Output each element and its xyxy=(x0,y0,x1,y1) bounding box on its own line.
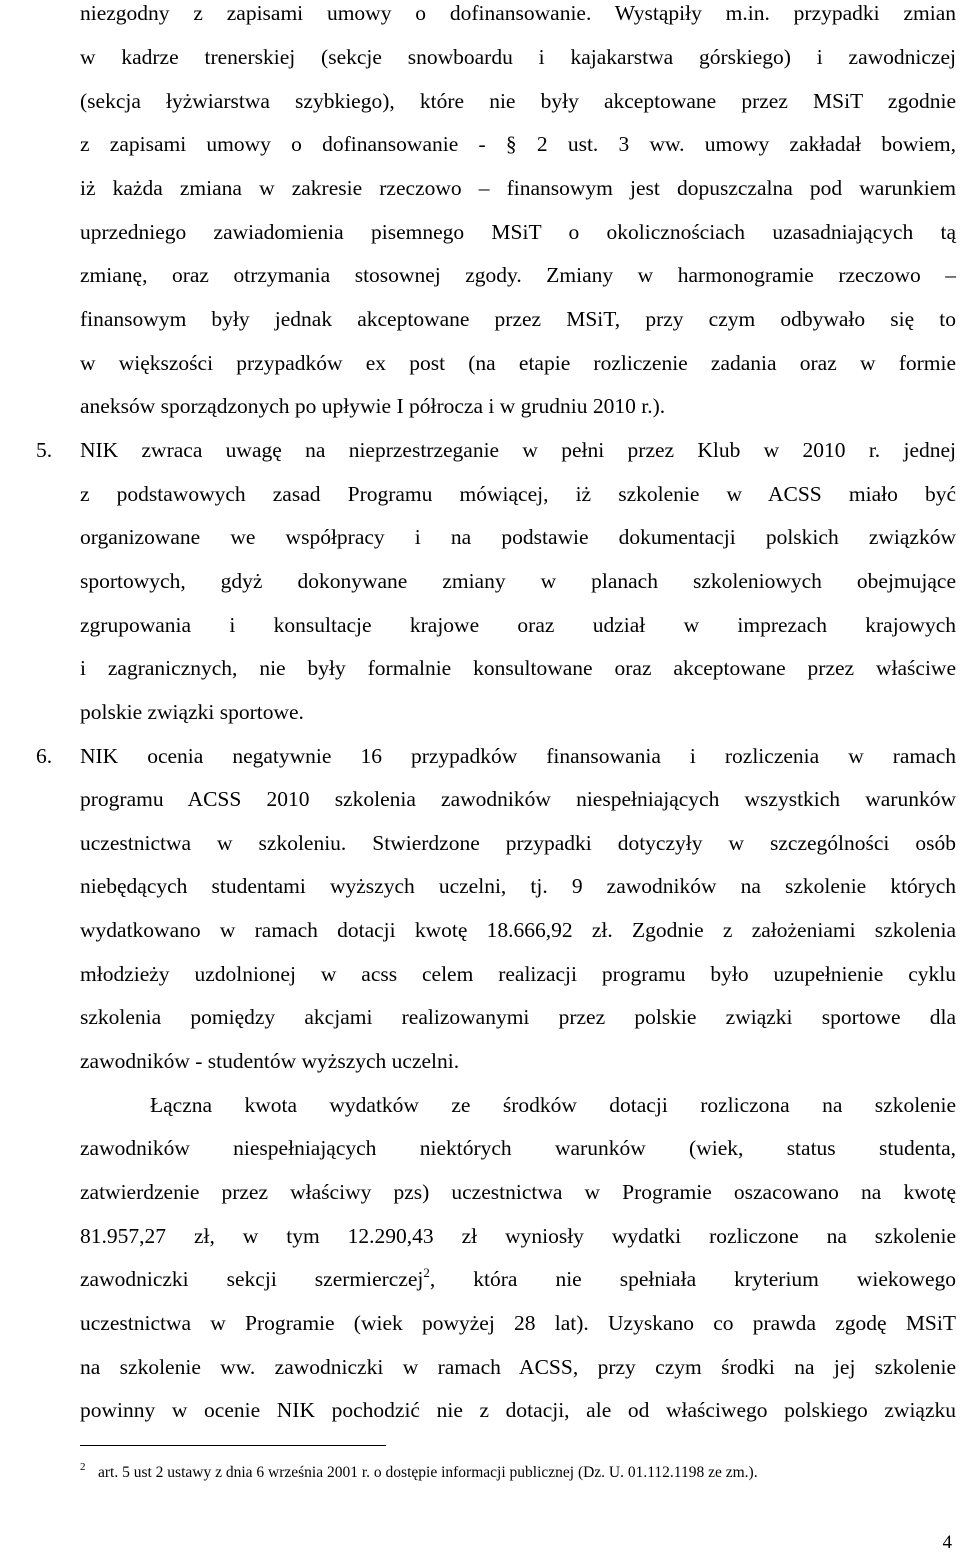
text-line: finansowym były jednak akceptowane przez MSiT, przy czym odbywało się to xyxy=(80,307,956,331)
item6-line: NIK ocenia negatywnie 16 przypadków finansowania i rozliczenia w ramach xyxy=(80,744,956,768)
text-line: iż każda zmiana w zakresie rzeczowo – finansowym jest dopuszczalna pod warunkiem xyxy=(80,176,956,200)
item6-line: młodzieży uzdolnionej w acss celem realizacji programu było uzupełnienie cyklu xyxy=(80,962,956,986)
paragraph-line: zatwierdzenie przez właściwy pzs) uczestnictwa w Programie oszacowano na kwotę xyxy=(80,1180,956,1204)
footnote-text: art. 5 ust 2 ustawy z dnia 6 września 2001 r. o dostępie informacji publicznej (Dz. U. 01.112.1198 ze zm.). xyxy=(98,1464,758,1481)
paragraph-line: na szkolenie ww. zawodniczki w ramach ACSS, przy czym środki na jej szkolenie xyxy=(80,1355,956,1379)
paragraph-line-with-footnote xyxy=(80,1266,956,1292)
item6-line: uczestnictwa w szkoleniu. Stwierdzone przypadki dotyczyły w szczególności osób xyxy=(80,831,956,855)
item5-line: polskie związki sportowe. xyxy=(80,700,304,724)
item5-line: z podstawowych zasad Programu mówiącej, iż szkolenie w ACSS miało być xyxy=(80,482,956,506)
item5-line: sportowych, gdyż dokonywane zmiany w planach szkoleniowych obejmujące xyxy=(80,569,956,593)
paragraph-line-start: zawodniczki sekcji szermierczej xyxy=(80,1267,424,1291)
page-number: 4 xyxy=(942,1532,952,1553)
item-number-6: 6. xyxy=(36,744,53,768)
paragraph-line: zawodników niespełniających niektórych warunków (wiek, status studenta, xyxy=(80,1136,956,1160)
footnote-mark: 2 xyxy=(80,1461,86,1473)
text-line: z zapisami umowy o dofinansowanie - § 2 ust. 3 ww. umowy zakładał bowiem, xyxy=(80,132,956,156)
text-line: uprzedniego zawiadomienia pisemnego MSiT o okolicznościach uzasadniających tą xyxy=(80,220,956,244)
item6-line: wydatkowano w ramach dotacji kwotę 18.666,92 zł. Zgodnie z założeniami szkolenia xyxy=(80,918,956,942)
paragraph-line: 81.957,27 zł, w tym 12.290,43 zł wyniosły wydatki rozliczone na szkolenie xyxy=(80,1224,956,1248)
text-line: aneksów sporządzonych po upływie I półrocza i w grudniu 2010 r.). xyxy=(80,394,666,418)
text-line: (sekcja łyżwiarstwa szybkiego), które nie były akceptowane przez MSiT zgodnie xyxy=(80,89,956,113)
footnote-reference: 2 xyxy=(423,1265,430,1280)
text-line: zmianę, oraz otrzymania stosownej zgody. Zmiany w harmonogramie rzeczowo – xyxy=(80,263,956,287)
item6-line: zawodników - studentów wyższych uczelni. xyxy=(80,1049,460,1073)
footnote-separator xyxy=(80,1445,386,1446)
paragraph-line: powinny w ocenie NIK pochodzić nie z dotacji, ale od właściwego polskiego związku xyxy=(80,1398,956,1422)
paragraph-line: uczestnictwa w Programie (wiek powyżej 28 lat). Uzyskano co prawda zgodę MSiT xyxy=(80,1311,956,1335)
item5-line: zgrupowania i konsultacje krajowe oraz udział w imprezach krajowych xyxy=(80,613,956,637)
item5-line: organizowane we współpracy i na podstawie dokumentacji polskich związków xyxy=(80,525,956,549)
text-line: w większości przypadków ex post (na etapie rozliczenie zadania oraz w formie xyxy=(80,351,956,375)
item6-line: programu ACSS 2010 szkolenia zawodników niespełniających wszystkich warunków xyxy=(80,787,956,811)
item-number-5: 5. xyxy=(36,438,53,462)
paragraph-line: Łączna kwota wydatków ze środków dotacji rozliczona na szkolenie xyxy=(150,1093,956,1117)
item5-line: i zagranicznych, nie były formalnie konsultowane oraz akceptowane przez właściwe xyxy=(80,656,956,680)
item6-line: niebędących studentami wyższych uczelni, tj. 9 zawodników na szkolenie których xyxy=(80,874,956,898)
item5-line: NIK zwraca uwagę na nieprzestrzeganie w pełni przez Klub w 2010 r. jednej xyxy=(80,438,956,462)
text-line: w kadrze trenerskiej (sekcje snowboardu i kajakarstwa górskiego) i zawodniczej xyxy=(80,45,956,69)
text-line: niezgodny z zapisami umowy o dofinansowanie. Wystąpiły m.in. przypadki zmian xyxy=(80,1,956,25)
item6-line: szkolenia pomiędzy akcjami realizowanymi przez polskie związki sportowe dla xyxy=(80,1005,956,1029)
paragraph-line-end: , która nie spełniała kryterium wiekowego xyxy=(429,1267,956,1291)
